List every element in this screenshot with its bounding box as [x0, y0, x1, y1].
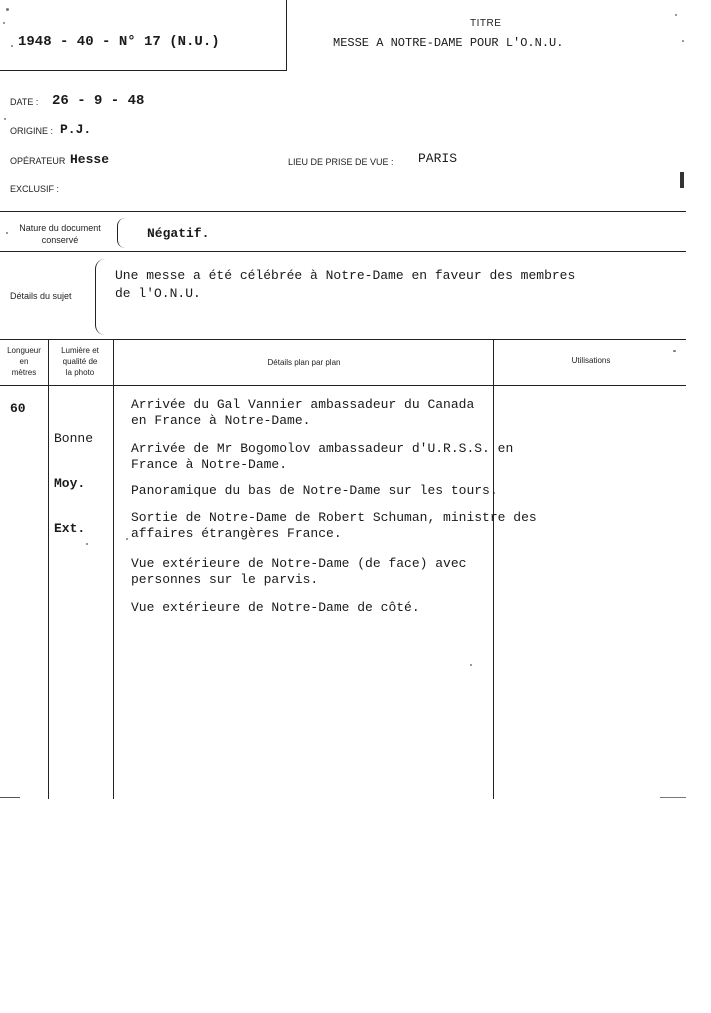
subject-brace — [95, 259, 106, 335]
shot-5-line-2: personnes sur le parvis. — [131, 572, 319, 587]
shot-2-line-2: France à Notre-Dame. — [131, 457, 288, 472]
light-value-2: Moy. — [54, 476, 86, 491]
scan-speck — [675, 14, 677, 16]
origin-value: P.J. — [60, 122, 92, 137]
date-value: 26 - 9 - 48 — [52, 93, 145, 109]
subject-divider — [0, 339, 686, 340]
subject-label: Détails du sujet — [10, 291, 72, 301]
meta-divider — [0, 211, 686, 212]
reference-number: 1948 - 40 - N° 17 (N.U.) — [18, 34, 220, 50]
header-length — [2, 345, 46, 378]
scan-speck — [126, 538, 128, 540]
scan-speck — [4, 118, 6, 120]
scan-speck — [86, 543, 88, 545]
scan-speck — [6, 232, 8, 234]
table-header-divider — [0, 385, 686, 386]
origin-label: ORIGINE : — [10, 126, 54, 136]
shot-4-line-1: Sortie de Notre-Dame de Robert Schuman, ministre des — [131, 510, 537, 525]
nature-label-line1: Nature du document — [19, 223, 101, 233]
operator-value: Hesse — [70, 152, 110, 167]
shot-2-line-1: Arrivée de Mr Bogomolov ambassadeur d'U.R.S.S. en — [131, 441, 514, 456]
col-line-2 — [113, 339, 114, 799]
shot-4-line-2: affaires étrangères France. — [131, 526, 342, 541]
nature-label — [10, 222, 110, 246]
light-value-3: Ext. — [54, 521, 86, 536]
col-line-3 — [493, 339, 494, 799]
scan-speck — [11, 45, 13, 47]
date-label: DATE : — [10, 97, 39, 107]
shot-3-line-1: Panoramique du bas de Notre-Dame sur les tours. — [131, 483, 498, 498]
scan-speck — [673, 350, 676, 352]
subject-line1: Une messe a été célébrée à Notre-Dame en faveur des membres — [115, 268, 576, 283]
nature-label-line2: conservé — [41, 235, 79, 245]
header-details: Détails plan par plan — [267, 358, 341, 367]
shot-6-line-1: Vue extérieure de Notre-Dame de côté. — [131, 600, 420, 615]
scan-speck — [470, 664, 472, 666]
location-label: LIEU DE PRISE DE VUE : — [288, 157, 394, 167]
header-length-l2: en — [19, 357, 29, 366]
nature-value: Négatif. — [147, 226, 210, 241]
shot-1-line-1: Arrivée du Gal Vannier ambassadeur du Canada — [131, 397, 475, 412]
title-value: MESSE A NOTRE-DAME POUR L'O.N.U. — [333, 36, 564, 50]
header-light-l1: Lumière et — [61, 346, 99, 355]
subject-line2: de l'O.N.U. — [115, 286, 201, 301]
length-value: 60 — [10, 401, 26, 416]
shot-1-line-2: en France à Notre-Dame. — [131, 413, 311, 428]
light-value-1: Bonne — [54, 431, 94, 446]
operator-label: OPÉRATEUR — [10, 156, 66, 166]
scan-speck — [682, 40, 684, 42]
header-light-l2: qualité de — [62, 357, 98, 366]
bottom-stub-right — [660, 797, 686, 798]
shot-5-line-1: Vue extérieure de Notre-Dame (de face) avec — [131, 556, 467, 571]
edge-mark — [680, 172, 684, 188]
header-usage: Utilisations — [571, 356, 611, 365]
header-length-l1: Longueur — [7, 346, 41, 355]
nature-divider — [0, 251, 686, 252]
light-values — [54, 401, 93, 551]
title-label: TITRE — [470, 18, 502, 29]
exclusive-label: EXCLUSIF : — [10, 184, 60, 194]
col-line-1 — [48, 339, 49, 799]
location-value: PARIS — [418, 151, 458, 166]
scan-speck — [3, 22, 5, 24]
scan-speck — [6, 8, 9, 11]
bottom-stub-left — [0, 797, 20, 798]
header-light-l3: la photo — [65, 368, 95, 377]
header-light — [50, 345, 110, 378]
nature-brace — [117, 218, 126, 248]
header-length-l3: mètres — [11, 368, 37, 377]
